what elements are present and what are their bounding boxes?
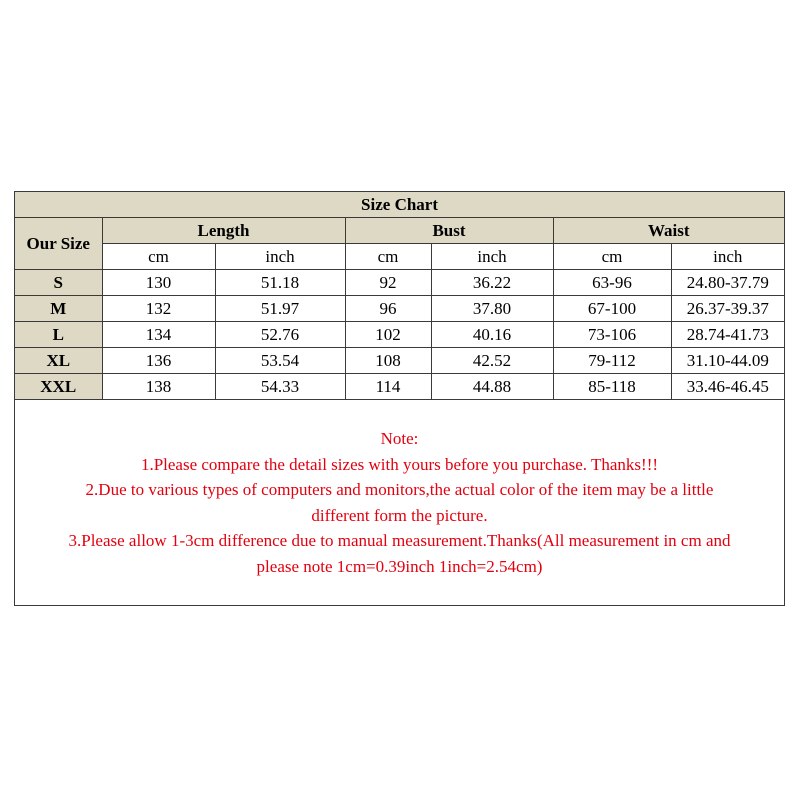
table-row bbox=[15, 348, 784, 374]
bust-inch-value: 44.88 bbox=[431, 374, 553, 400]
length-cm-value: 132 bbox=[102, 296, 215, 322]
length-cm-value: 130 bbox=[102, 270, 215, 296]
bust-inch-value: 36.22 bbox=[431, 270, 553, 296]
waist-cm-value: 73-106 bbox=[553, 322, 671, 348]
size-label: S bbox=[15, 270, 102, 296]
size-column-header: Our Size bbox=[15, 218, 102, 270]
bust-cm-value: 102 bbox=[345, 322, 431, 348]
table-row bbox=[15, 296, 784, 322]
bust-cm-value: 92 bbox=[345, 270, 431, 296]
size-chart-frame bbox=[14, 191, 785, 606]
size-chart-table bbox=[15, 192, 784, 400]
waist-cm-unit: cm bbox=[553, 244, 671, 270]
bust-inch-value: 37.80 bbox=[431, 296, 553, 322]
note-line: please note 1cm=0.39inch 1inch=2.54cm) bbox=[256, 556, 543, 576]
bust-inch-value: 40.16 bbox=[431, 322, 553, 348]
waist-inch-value: 33.46-46.45 bbox=[671, 374, 784, 400]
table-row bbox=[15, 374, 784, 400]
length-inch-unit: inch bbox=[215, 244, 345, 270]
length-cm-value: 136 bbox=[102, 348, 215, 374]
length-inch-value: 53.54 bbox=[215, 348, 345, 374]
chart-title: Size Chart bbox=[15, 192, 784, 218]
size-label: M bbox=[15, 296, 102, 322]
waist-cm-value: 63-96 bbox=[553, 270, 671, 296]
group-header-row bbox=[15, 218, 784, 244]
size-label: L bbox=[15, 322, 102, 348]
table-row bbox=[15, 270, 784, 296]
size-label: XL bbox=[15, 348, 102, 374]
size-label: XXL bbox=[15, 374, 102, 400]
bust-inch-unit: inch bbox=[431, 244, 553, 270]
bust-cm-value: 108 bbox=[345, 348, 431, 374]
table-row bbox=[15, 322, 784, 348]
waist-inch-value: 26.37-39.37 bbox=[671, 296, 784, 322]
length-header: Length bbox=[102, 218, 345, 244]
bust-inch-value: 42.52 bbox=[431, 348, 553, 374]
length-inch-value: 52.76 bbox=[215, 322, 345, 348]
length-cm-value: 138 bbox=[102, 374, 215, 400]
bust-header: Bust bbox=[345, 218, 553, 244]
waist-cm-value: 79-112 bbox=[553, 348, 671, 374]
note-line: 2.Due to various types of computers and monitors,the actual color of the item may be a little bbox=[85, 480, 714, 499]
bust-cm-unit: cm bbox=[345, 244, 431, 270]
unit-header-row bbox=[15, 244, 784, 270]
note-heading: Note: bbox=[380, 429, 419, 448]
bust-cm-value: 114 bbox=[345, 374, 431, 400]
waist-header: Waist bbox=[553, 218, 784, 244]
length-cm-value: 134 bbox=[102, 322, 215, 348]
length-inch-value: 54.33 bbox=[215, 374, 345, 400]
title-row bbox=[15, 192, 784, 218]
note-line: different form the picture. bbox=[311, 505, 488, 525]
waist-inch-unit: inch bbox=[671, 244, 784, 270]
waist-inch-value: 31.10-44.09 bbox=[671, 348, 784, 374]
length-inch-value: 51.18 bbox=[215, 270, 345, 296]
length-cm-unit: cm bbox=[102, 244, 215, 270]
waist-cm-value: 67-100 bbox=[553, 296, 671, 322]
length-inch-value: 51.97 bbox=[215, 296, 345, 322]
waist-inch-value: 24.80-37.79 bbox=[671, 270, 784, 296]
waist-inch-value: 28.74-41.73 bbox=[671, 322, 784, 348]
waist-cm-value: 85-118 bbox=[553, 374, 671, 400]
note-line: 3.Please allow 1-3cm difference due to manual measurement.Thanks(All measurement in cm and bbox=[68, 531, 731, 550]
bust-cm-value: 96 bbox=[345, 296, 431, 322]
notes-section bbox=[15, 426, 784, 579]
note-line: 1.Please compare the detail sizes with yours before you purchase. Thanks!!! bbox=[140, 454, 659, 474]
